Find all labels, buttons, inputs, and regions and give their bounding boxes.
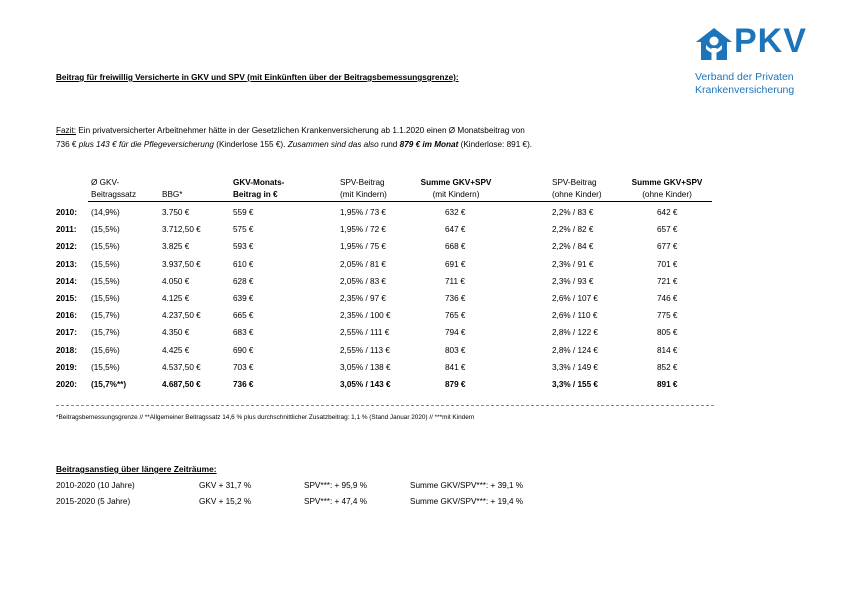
col-sum-mit-line2: (mit Kindern)	[432, 190, 480, 199]
cell-sum-ohne: 852 €	[657, 362, 678, 372]
cell-sum-mit: 879 €	[445, 380, 466, 389]
cell-sum-mit: 711 €	[445, 276, 465, 286]
cell-spv-mit: 3,05% / 143 €	[340, 380, 391, 389]
cell-spv-ohne: 2,8% / 122 €	[552, 328, 598, 338]
cell-rate: (15,7%)	[91, 328, 120, 338]
cell-rate: (14,9%)	[91, 208, 120, 217]
col-spv-mit-header	[340, 177, 387, 201]
cell-sum-ohne: 746 €	[657, 294, 678, 303]
cell-gkv: 703 €	[233, 362, 254, 372]
cell-rate: (15,5%)	[91, 225, 120, 235]
lt-cell-spv: SPV***: + 47,4 %	[304, 497, 368, 506]
header-underline	[88, 201, 712, 202]
cell-sum-mit: 647 €	[445, 225, 466, 235]
fazit-text-1: Ein privatversicherter Arbeitnehmer hätte in der Gesetzlichen Krankenversicherung ab 1.1.2020 einen Ø Monatsbeitrag von	[76, 126, 525, 135]
col-spv-ohne-header	[552, 177, 602, 201]
cell-sum-mit: 736 €	[445, 294, 466, 303]
cell-spv-ohne: 2,2% / 82 €	[552, 225, 594, 235]
cell-sum-mit: 803 €	[445, 345, 466, 355]
cell-sum-ohne: 721 €	[657, 276, 678, 286]
col-spv-mit-line1: SPV-Beitrag	[340, 178, 385, 187]
cell-gkv: 559 €	[233, 208, 254, 217]
col-sum-ohne-header	[622, 177, 712, 201]
cell-sum-mit: 841 €	[445, 362, 466, 372]
col-bbg-label: BBG*	[162, 190, 183, 199]
cell-spv-mit: 1,95% / 72 €	[340, 225, 386, 235]
cell-spv-mit: 2,35% / 100 €	[340, 311, 391, 321]
cell-spv-ohne: 3,3% / 149 €	[552, 362, 598, 372]
fazit-spv: plus 143 € für die Pflegeversicherung	[78, 140, 214, 149]
cell-rate: (15,6%)	[91, 345, 120, 355]
col-rate-line1: Ø GKV-	[91, 178, 120, 187]
cell-rate: (15,7%**)	[91, 380, 127, 389]
cell-spv-mit: 1,95% / 73 €	[340, 208, 386, 217]
cell-gkv: 736 €	[233, 380, 254, 389]
cell-spv-ohne: 2,8% / 124 €	[552, 345, 598, 355]
cell-year: 2011:	[56, 225, 77, 235]
fazit-line-1	[56, 124, 525, 138]
lt-cell-sum: Summe GKV/SPV***: + 39,1 %	[410, 481, 524, 490]
cell-spv-ohne: 2,3% / 93 €	[552, 276, 594, 286]
fazit-line-2	[56, 138, 532, 152]
lt-cell-sum: Summe GKV/SPV***: + 19,4 %	[410, 497, 524, 506]
col-spv-ohne-line1: SPV-Beitrag	[552, 178, 597, 187]
cell-sum-ohne: 642 €	[657, 208, 678, 217]
cell-bbg: 4.425 €	[162, 345, 190, 355]
cell-rate: (15,5%)	[91, 276, 120, 286]
cell-year: 2013:	[56, 259, 77, 269]
col-spv-mit-line2: (mit Kindern)	[340, 190, 387, 199]
cell-sum-mit: 668 €	[445, 242, 466, 252]
fazit-zusammen: Zusammen sind das also	[287, 140, 379, 149]
brand-subtitle-1: Verband der Privaten	[695, 71, 794, 83]
col-bbg-header	[162, 189, 182, 201]
cell-year: 2015:	[56, 294, 77, 303]
cell-spv-mit: 2,05% / 81 €	[340, 259, 386, 269]
cell-bbg: 4.687,50 €	[162, 380, 201, 389]
cell-spv-ohne: 2,6% / 110 €	[552, 311, 598, 321]
col-rate-line2: Beitragssatz	[91, 190, 137, 199]
cell-bbg: 4.050 €	[162, 276, 190, 286]
cell-sum-mit: 765 €	[445, 311, 466, 321]
cell-gkv: 683 €	[233, 328, 254, 338]
cell-bbg: 4.537,50 €	[162, 362, 201, 372]
cell-sum-ohne: 677 €	[657, 242, 678, 252]
col-gkv-header	[233, 177, 284, 201]
cell-gkv: 690 €	[233, 345, 254, 355]
footnote: *Beitragsbemessungsgrenze // **Allgemeiner Beitragssatz 14,6 % plus durchschnittlicher Zusatzbeitrag: 1,1 % (Stand Januar 2020) // ***mit Kindern	[56, 414, 475, 421]
cell-year: 2017:	[56, 328, 77, 338]
cell-bbg: 3.712,50 €	[162, 225, 201, 235]
cell-rate: (15,5%)	[91, 362, 120, 372]
fazit-total: 879 € im Monat	[399, 140, 459, 149]
brand-subtitle-2: Krankenversicherung	[695, 84, 795, 96]
cell-spv-mit: 3,05% / 138 €	[340, 362, 391, 372]
cell-bbg: 3.825 €	[162, 242, 190, 252]
col-sum-ohne-line1: Summe GKV+SPV	[631, 178, 703, 187]
cell-bbg: 4.350 €	[162, 328, 190, 338]
house-person-icon	[694, 26, 734, 62]
cell-bbg: 4.125 €	[162, 294, 190, 303]
lt-cell-gkv: GKV + 15,2 %	[199, 497, 252, 506]
lt-cell-period: 2015-2020 (5 Jahre)	[56, 497, 131, 506]
col-sum-ohne-line2: (ohne Kinder)	[642, 190, 692, 199]
page-heading: Beitrag für freiwillig Versicherte in GKV und SPV (mit Einkünften über der Beitragsbemessungsgrenze):	[56, 73, 459, 82]
fazit-kinderlose: (Kinderlose 155 €).	[213, 140, 288, 149]
lt-cell-period: 2010-2020 (10 Jahre)	[56, 481, 135, 490]
cell-sum-ohne: 891 €	[657, 380, 678, 389]
fazit-kinderlose-total: (Kinderlose: 891 €).	[458, 140, 533, 149]
cell-sum-mit: 794 €	[445, 328, 466, 338]
cell-gkv: 593 €	[233, 242, 254, 252]
fazit-rund: rund	[378, 140, 400, 149]
lt-cell-spv: SPV***: + 95,9 %	[304, 481, 368, 490]
fazit-gkv: 736 €	[56, 140, 79, 149]
cell-spv-mit: 2,35% / 97 €	[340, 294, 386, 303]
cell-sum-ohne: 701 €	[657, 259, 678, 269]
cell-gkv: 628 €	[233, 276, 254, 286]
cell-spv-ohne: 2,3% / 91 €	[552, 259, 594, 269]
col-rate-header	[91, 177, 136, 201]
cell-gkv: 575 €	[233, 225, 254, 235]
brand-name: PKV	[734, 22, 807, 60]
cell-sum-mit: 632 €	[445, 208, 466, 217]
col-sum-mit-header	[411, 177, 501, 201]
cell-spv-ohne: 2,2% / 83 €	[552, 208, 594, 217]
cell-sum-ohne: 805 €	[657, 328, 678, 338]
cell-sum-mit: 691 €	[445, 259, 466, 269]
cell-spv-ohne: 2,2% / 84 €	[552, 242, 594, 252]
footnote-separator	[56, 405, 714, 406]
cell-spv-ohne: 2,6% / 107 €	[552, 294, 598, 303]
cell-rate: (15,7%)	[91, 311, 120, 321]
cell-year: 2012:	[56, 242, 77, 252]
col-sum-mit-line1: Summe GKV+SPV	[420, 178, 492, 187]
cell-sum-ohne: 657 €	[657, 225, 678, 235]
cell-rate: (15,5%)	[91, 242, 120, 252]
cell-spv-mit: 2,05% / 83 €	[340, 276, 386, 286]
cell-bbg: 3.937,50 €	[162, 259, 201, 269]
cell-spv-mit: 2,55% / 111 €	[340, 328, 390, 338]
cell-rate: (15,5%)	[91, 259, 120, 269]
fazit-label: Fazit:	[56, 126, 77, 135]
cell-bbg: 4.237,50 €	[162, 311, 201, 321]
col-spv-ohne-line2: (ohne Kinder)	[552, 190, 602, 199]
cell-spv-mit: 1,95% / 75 €	[340, 242, 386, 252]
cell-gkv: 610 €	[233, 259, 254, 269]
cell-sum-ohne: 814 €	[657, 345, 678, 355]
cell-year: 2019:	[56, 362, 77, 372]
lt-cell-gkv: GKV + 31,7 %	[199, 481, 252, 490]
cell-year: 2014:	[56, 276, 77, 286]
cell-spv-mit: 2,55% / 113 €	[340, 345, 390, 355]
cell-gkv: 639 €	[233, 294, 254, 303]
cell-year: 2020:	[56, 380, 77, 389]
col-gkv-line1: GKV-Monats-	[233, 178, 285, 187]
cell-bbg: 3.750 €	[162, 208, 190, 217]
cell-gkv: 665 €	[233, 311, 254, 321]
long-term-title: Beitragsanstieg über längere Zeiträume:	[56, 464, 217, 474]
col-gkv-line2: Beitrag in €	[233, 190, 278, 199]
cell-year: 2018:	[56, 345, 77, 355]
cell-sum-ohne: 775 €	[657, 311, 678, 321]
cell-rate: (15,5%)	[91, 294, 120, 303]
cell-spv-ohne: 3,3% / 155 €	[552, 380, 598, 389]
cell-year: 2010:	[56, 208, 77, 217]
cell-year: 2016:	[56, 311, 77, 321]
